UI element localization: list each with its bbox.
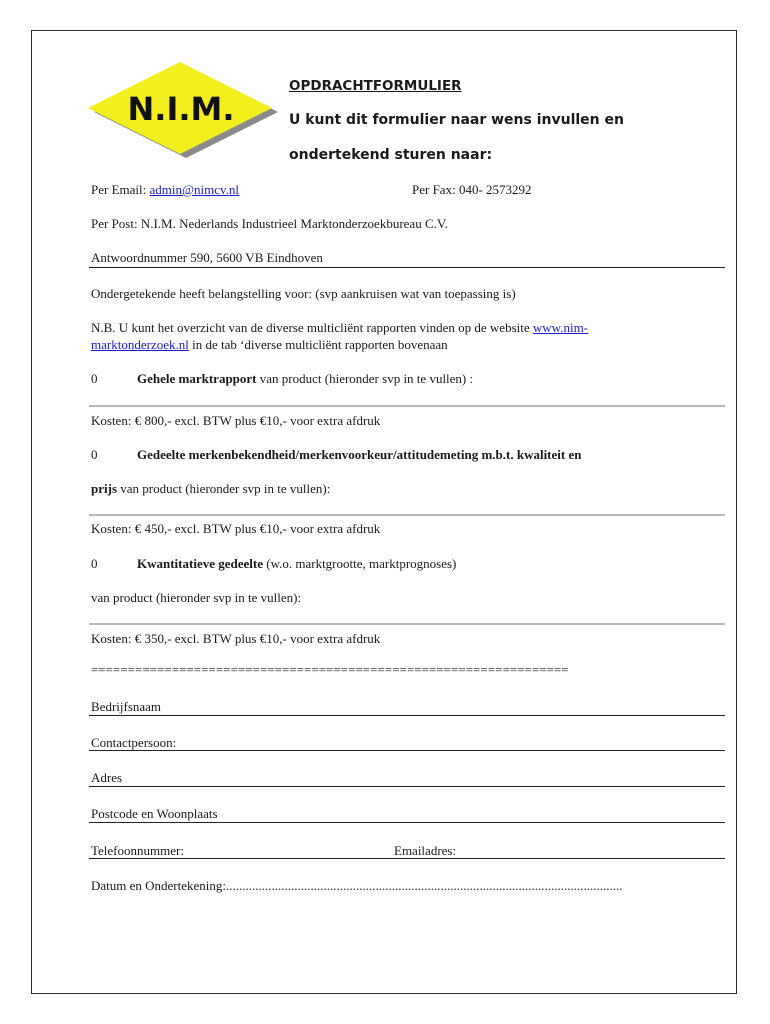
nim-logo (88, 62, 278, 158)
postcode-input-line[interactable] (89, 822, 725, 823)
form-title: OPDRACHTFORMULIER (289, 78, 462, 94)
postcode-label: Postcode en Woonplaats (91, 806, 218, 821)
logo-text: N.I.M. (127, 90, 235, 128)
phone-email-input-line[interactable] (89, 858, 725, 859)
option1-cost: Kosten: € 800,- excl. BTW plus €10,- voor extra afdruk (91, 413, 381, 428)
option3-title: Kwantitatieve gedeelte (137, 556, 263, 571)
divider-address (89, 267, 725, 268)
signature-line[interactable]: Datum en Ondertekening:.......................................................................................................................... (91, 878, 623, 893)
option3-checkbox[interactable]: 0 (91, 556, 98, 571)
email-field-label: Emailadres: (394, 843, 457, 858)
option1-title: Gehele marktrapport (137, 371, 257, 386)
company-input-line[interactable] (89, 715, 725, 716)
divider-option2 (89, 514, 725, 516)
address-line: Antwoordnummer 590, 5600 VB Eindhoven (91, 250, 323, 265)
option2-title-cont: prijs (91, 481, 117, 496)
address-input-line[interactable] (89, 786, 725, 787)
option2-desc: van product (hieronder svp in te vullen): (120, 481, 331, 496)
contact-person-input-line[interactable] (89, 750, 725, 751)
website-link-part2[interactable]: marktonderzoek.nl (91, 337, 189, 352)
option2-checkbox[interactable]: 0 (91, 447, 98, 462)
phone-label: Telefoonnummer: (91, 843, 184, 858)
nb-text: N.B. U kunt het overzicht van de diverse multicliënt rapporten vinden op de website (91, 320, 530, 335)
option3-desc: (w.o. marktgrootte, marktprognoses) (266, 556, 457, 571)
interest-line: Ondergetekende heeft belangstelling voor: (svp aankruisen wat van toepassing is) (91, 286, 516, 301)
option2-title: Gedeelte merkenbekendheid/merkenvoorkeur/attitudemeting m.b.t. kwaliteit en (137, 447, 582, 462)
nb-text-post: in de tab ‘diverse multicliënt rapporten bovenaan (192, 337, 448, 352)
fax-label: Per Fax: (412, 182, 456, 197)
post-line: Per Post: N.I.M. Nederlands Industrieel Marktonderzoekbureau C.V. (91, 216, 448, 231)
divider-option3 (89, 623, 725, 625)
company-label: Bedrijfsnaam (91, 699, 162, 714)
equals-separator: ================================================================= (91, 663, 569, 677)
website-link-part1[interactable]: www.nim- (532, 320, 589, 335)
divider-option1 (89, 405, 725, 407)
option1-desc: van product (hieronder svp in te vullen) : (259, 371, 474, 386)
option2-cost: Kosten: € 450,- excl. BTW plus €10,- voor extra afdruk (91, 521, 381, 536)
option3-cost: Kosten: € 350,- excl. BTW plus €10,- voor extra afdruk (91, 631, 381, 646)
email-link[interactable]: admin@nimcv.nl (149, 182, 239, 197)
option3-desc-line2: van product (hieronder svp in te vullen): (91, 590, 302, 605)
address-field-label: Adres (91, 770, 123, 785)
option1-checkbox[interactable]: 0 (91, 371, 98, 386)
email-label: Per Email: (91, 182, 147, 197)
header-line1: U kunt dit formulier naar wens invullen en (289, 112, 624, 128)
header-line2: ondertekend sturen naar: (289, 147, 493, 163)
contact-person-label: Contactpersoon: (91, 735, 177, 750)
fax-number: 040- 2573292 (458, 182, 532, 197)
